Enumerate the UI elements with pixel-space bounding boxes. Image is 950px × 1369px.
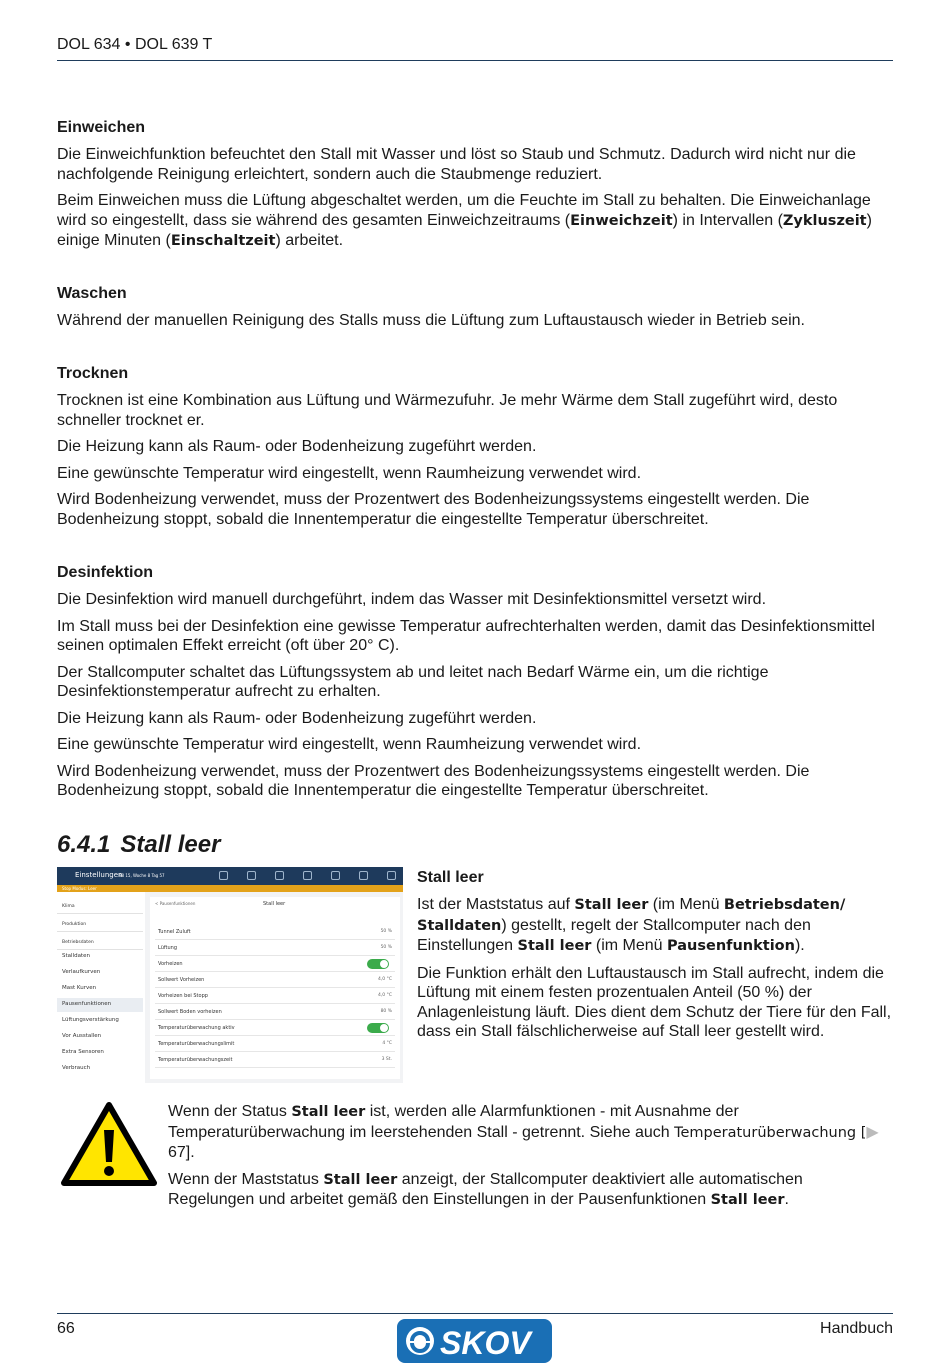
desinfektion-section	[57, 563, 897, 808]
stall-leer-heading: Stall leer	[417, 869, 484, 886]
sidebar-group: Betriebsdaten	[57, 937, 143, 950]
screenshot-subtitle: 98 15, Woche 8 Tag 57	[119, 873, 165, 878]
footer-rule	[57, 1313, 893, 1314]
trocknen-paragraph-2: Die Heizung kann als Raum- oder Bodenheizung zugeführt werden.	[57, 438, 537, 455]
warning-paragraph-1: Wenn der Status Stall leer ist, werden alle Alarmfunktionen - mit Ausnahme der Temperaturüberwachung im leerstehenden Stall - getrennt. Siehe auch Temperaturüberwachung [▶ 67].	[168, 1103, 879, 1161]
toggle-on	[367, 959, 389, 969]
einweichen-paragraph-2: Beim Einweichen muss die Lüftung abgeschaltet werden, um die Feuchte im Stall zu behalten. Die Einweichanlage wird so eingestellt, dass sie während des gesamten Einweichzeitraums (Einweichzeit) in Intervallen (Zykluszeit) einige Minuten (Einschaltzeit) arbeitet.	[57, 192, 872, 249]
setting-row: Tunnel Zuluft 50 %	[155, 924, 395, 940]
chevron-right-icon: ▶	[866, 1123, 879, 1141]
trocknen-paragraph-3: Eine gewünschte Temperatur wird eingestellt, wenn Raumheizung verwendet wird.	[57, 464, 642, 482]
bell-icon	[359, 871, 368, 880]
sidebar-group: Klima	[57, 901, 143, 914]
waschen-section	[57, 284, 897, 338]
document-header: DOL 634 • DOL 639 T	[57, 36, 213, 53]
setting-row: Temperaturüberwachung aktiv	[155, 1020, 395, 1036]
desinfektion-paragraph-6: Wird Bodenheizung verwendet, muss der Prozentwert des Bodenheizungssystems eingestellt werden. Die Bodenheizung stoppt, sobald die Innentemperatur die eingestellte Temperatur überschreitet.	[57, 762, 810, 799]
sidebar-item: Vor Ausstallen	[62, 1033, 102, 1039]
toggle-on	[367, 1023, 389, 1033]
sidebar-item: Stalldaten	[62, 953, 90, 959]
desinfektion-paragraph-5: Eine gewünschte Temperatur wird eingestellt, wenn Raumheizung verwendet wird.	[57, 736, 642, 753]
warning-icon	[61, 1102, 157, 1186]
setting-row: Sollwert Boden vorheizen 80 %	[155, 1004, 395, 1020]
einweichen-paragraph-1: Die Einweichfunktion befeuchtet den Stall mit Wasser und löst so Staub und Schmutz. Dadurch wird nicht nur die nachfolgende Reinigung erleichtert, sondern auch die Staubmenge reduziert.	[57, 146, 856, 183]
desinfektion-paragraph-1: Die Desinfektion wird manuell durchgeführt, indem das Wasser mit Desinfektionsmittel versetzt wird.	[57, 591, 767, 608]
cross-reference-link[interactable]: Temperaturüberwachung [	[674, 1124, 867, 1141]
screenshot-title: Einstellungen	[75, 871, 123, 879]
sidebar-item: Pausenfunktionen	[62, 1001, 112, 1007]
trocknen-paragraph-1: Trocknen ist eine Kombination aus Lüftung und Wärmezufuhr. Je mehr Wärme dem Stall zugeführt wird, desto schneller trocknet er.	[57, 392, 838, 429]
section-heading	[57, 831, 220, 859]
setting-row: Vorheizen	[155, 956, 395, 972]
desinfektion-paragraph-4: Die Heizung kann als Raum- oder Bodenheizung zugeführt werden.	[57, 709, 537, 727]
sidebar-item: Lüftungsverstärkung	[62, 1017, 119, 1023]
screenshot-main	[150, 897, 400, 1079]
desinfektion-paragraph-2: Im Stall muss bei der Desinfektion eine gewisse Temperatur aufrechterhalten werden, damit das Desinfektionsmittel seinen optimalen Effekt erreicht (oft über 20° C).	[57, 617, 875, 654]
warning-paragraph-2: Wenn der Maststatus Stall leer anzeigt, der Stallcomputer deaktiviert alle automatischen Regelungen und arbeitet gemäß den Einstellungen in der Pausenfunktionen Stall leer.	[168, 1170, 803, 1208]
skov-logo	[396, 1318, 553, 1364]
einweichen-section	[57, 118, 897, 259]
einweichen-heading: Einweichen	[57, 119, 146, 136]
page-number: 66	[57, 1320, 75, 1337]
stall-leer-paragraph-2: Die Funktion erhält den Luftaustausch im Stall aufrecht, indem die Lüftung mit einem festen prozentualen Anteil (50 %) der Anlagenleistung läuft. Dies dient dem Schutz der Tiere für den Fall, dass ein Stall fälschlicherweise auf Stall leer gestellt wird.	[417, 964, 892, 1040]
home-icon	[303, 871, 312, 880]
stall-leer-paragraph-1: Ist der Maststatus auf Stall leer (im Menü Betriebsdaten/ Stalldaten) gestellt, regelt der Stallcomputer nach den Einstellungen Stall leer (im Menü Pausenfunktion).	[417, 896, 846, 954]
sidebar-item: Verbrauch	[62, 1065, 91, 1071]
stall-leer-text	[417, 868, 897, 1049]
trocknen-paragraph-4: Wird Bodenheizung verwendet, muss der Prozentwert des Bodenheizungssystems eingestellt werden. Die Bodenheizung stoppt, sobald die Innentemperatur die eingestellte Temperatur überschreitet.	[57, 491, 810, 528]
trocknen-section	[57, 364, 897, 536]
screenshot-sidebar	[57, 892, 145, 1083]
section-title: Stall leer	[120, 831, 221, 858]
desinfektion-heading: Desinfektion	[57, 564, 154, 581]
status-banner: Stop Modus: Leer	[57, 885, 403, 892]
sidebar-group: Produktion	[57, 919, 143, 932]
trocknen-heading: Trocknen	[57, 365, 129, 382]
breadcrumb: < Pausenfunktionen	[155, 901, 196, 906]
setting-row: Temperaturüberwachungslimit 4 °C	[155, 1036, 395, 1052]
waschen-paragraph: Während der manuellen Reinigung des Stalls muss die Lüftung zum Luftaustausch wieder in Betrieb sein.	[57, 312, 805, 329]
home-icon	[275, 871, 284, 880]
sidebar-item: Extra Sensoren	[62, 1049, 104, 1055]
warning-text	[168, 1102, 893, 1218]
screenshot-page-title: Stall leer	[263, 901, 286, 907]
desinfektion-paragraph-3: Der Stallcomputer schaltet das Lüftungssystem ab und leitet nach Bedarf Wärme ein, um die richtige Desinfektionstemperatur aufrecht zu erhalten.	[57, 663, 769, 700]
setting-row: Vorheizen bei Stopp 4,0 °C	[155, 988, 395, 1004]
setting-row: Lüftung 50 %	[155, 940, 395, 956]
waschen-heading: Waschen	[57, 285, 127, 302]
home-icon	[247, 871, 256, 880]
controller-screenshot	[57, 867, 403, 1083]
header-rule	[57, 60, 893, 61]
svg-text:SKOV: SKOV	[440, 1325, 531, 1361]
setting-row: Sollwert Vorheizen 4,0 °C	[155, 972, 395, 988]
sidebar-item: Mast Kurven	[62, 985, 97, 991]
screenshot-topbar	[57, 867, 403, 885]
footer-doc-label: Handbuch	[820, 1320, 893, 1337]
setting-row: Temperaturüberwachungszeit 3 St.	[155, 1052, 395, 1068]
home-icon	[331, 871, 340, 880]
sidebar-item: Verlaufkurven	[62, 969, 101, 975]
section-number: 6.4.1	[57, 831, 111, 858]
menu-icon	[387, 871, 396, 880]
home-icon	[219, 871, 228, 880]
